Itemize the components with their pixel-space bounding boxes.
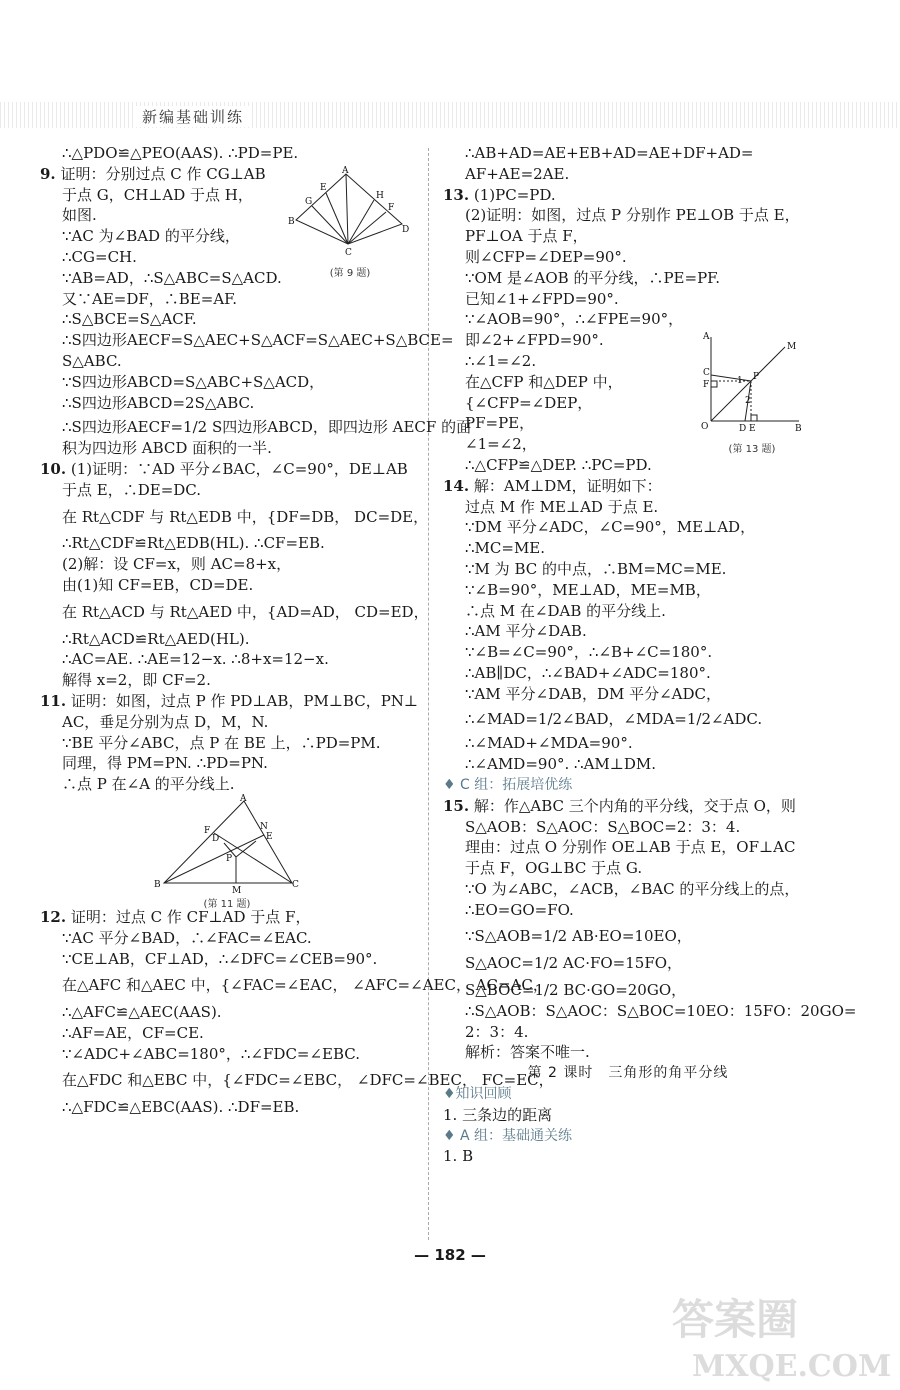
figure-caption: (第 9 题) [329,267,371,279]
watermark-logo [662,1282,892,1384]
diagram-label: B [154,879,161,890]
diagram-label: P [226,853,233,864]
text-line: ∴AM 平分∠DAB. [465,622,587,641]
text-line: 由(1)知 CF=EB，CD=DE. [62,575,254,594]
text-line: 证明：如图，过点 P 作 PD⊥AB，PM⊥BC，PN⊥ [70,691,419,710]
text-line: 在 Rt△CDF 与 Rt△EDB 中，{DF=DB， DC=DE， [62,507,429,526]
text-line: ∵AC 为∠BAD 的平分线， [62,227,240,246]
text-line: S△AOC=1/2 AC·FO=15FO， [465,954,683,973]
diagram-label: M [787,341,797,352]
text-line: ∵CE⊥AB，CF⊥AD，∴∠DFC=∠CEB=90°. [62,949,378,968]
text-line: ∴AB∥DC，∴∠BAD+∠ADC=180°. [465,663,711,682]
question-10 [40,459,429,691]
diagram-label: E [320,182,327,193]
text-line: ∵∠B=∠C=90°，∴∠B+∠C=180°. [465,643,713,662]
text-line: ∴AC=AE. ∴AE=12−x. ∴8+x=12−x. [62,650,329,669]
text-line: 证明：过点 C 作 CF⊥AD 于点 F， [70,907,311,926]
text-line: ∴△PDO≌△PEO(AAS). ∴PD=PE. [62,144,299,162]
text-line: (2)证明：如图，过点 P 分别作 PE⊥OB 于点 E， [465,206,800,225]
diagram-label: C [345,247,352,258]
text-line: ∵S△AOB=1/2 AB·EO=10EO， [465,927,692,946]
text-line: 1. B [443,1147,474,1166]
text-line: 又∵AE=DF，∴BE=AF. [62,289,237,308]
diagram-label: E [749,423,756,434]
text-line: {∠CFP=∠DEP， [465,393,593,412]
figure-q9 [288,165,412,279]
text-line: 解析：答案不唯一. [465,1043,590,1062]
diagram-label: O [701,421,709,432]
diagram-label: P [753,371,760,382]
text-line: ∵BE 平分∠ABC，点 P 在 BE 上，∴PD=PM. [62,733,381,752]
diagram-label: G [305,196,313,207]
diagram-label: A [240,793,247,804]
text-line: 积为四边形 ABCD 面积的一半. [62,439,272,458]
question-number: 11. [40,691,67,710]
text-line: ∵O 为∠ABC，∠ACB，∠BAC 的平分线上的点， [465,879,800,898]
text-line: S△ABC. [62,351,122,370]
text-line: ∴点 M 在∠DAB 的平分线上. [465,601,666,620]
text-line: 1. 三条边的距离 [443,1105,553,1124]
text-line: ∵S四边形ABCD=S△ABC+S△ACD， [62,372,325,391]
text-line: PF=PE， [465,414,535,433]
question-number: 9. [40,164,56,183]
text-line: 在△CFP 和△DEP 中， [465,372,623,391]
text-line: ∴MC=ME. [465,539,546,558]
text-line: (1)证明：∵AD 平分∠BAC，∠C=90°，DE⊥AB [70,459,408,478]
text-line: 解：AM⊥DM，证明如下： [473,476,662,495]
text-line: ∴△AFC≌△AEC(AAS). [62,1003,222,1022]
text-line: 于点 F，OG⊥BC 于点 G. [465,859,643,878]
diagram-label: D [739,423,747,434]
lesson-title: 第 2 课时 三角形的角平分线 [527,1065,729,1082]
text-line: 证明：分别过点 C 作 CG⊥AB [60,164,266,183]
text-line: ∵∠ADC+∠ABC=180°，∴∠FDC=∠EBC. [62,1044,361,1063]
text-line: ∴∠MAD=1/2∠BAD，∠MDA=1/2∠ADC. [465,709,763,728]
text-line: ∵∠B=90°，ME⊥AD，ME=MB， [465,580,711,599]
page-number: — 182 — [414,1246,486,1264]
text-line: 即∠2+∠FPD=90°. [465,331,604,350]
figure-caption: (第 13 题) [728,444,776,456]
diagram-label: F [388,202,395,213]
text-line: ∴△FDC≌△EBC(AAS). ∴DF=EB. [62,1098,300,1117]
figure-q9-diagram [288,165,412,258]
diagram-label: B [288,216,295,227]
question-number: 10. [40,459,67,478]
text-line: ∵AB=AD，∴S△ABC=S△ACD. [62,268,282,287]
text-line: ∴S四边形AECF=S△AEC+S△ACF=S△AEC+S△BCE= [62,331,454,350]
text-line: 过点 M 作 ME⊥AD 于点 E. [465,497,659,516]
text-line: ∵AC 平分∠BAD，∴∠FAC=∠EAC. [62,928,312,947]
question-number: 15. [443,796,470,815]
text-line: ∵DM 平分∠ADC，∠C=90°，ME⊥AD， [465,518,756,537]
text-line: ∵OM 是∠AOB 的平分线，∴PE=PF. [465,268,721,287]
text-line: 解：作△ABC 三个内角的平分线，交于点 O，则 [473,796,796,815]
question-number: 14. [443,476,470,495]
diagram-label: H [376,190,384,201]
svg-text:MXQE.COM: MXQE.COM [692,1349,892,1384]
text-line: ∴AB+AD=AE+EB+AD=AE+DF+AD= [465,144,754,162]
diagram-label: F [204,825,211,836]
text-line: 已知∠1+∠FPD=90°. [465,289,619,308]
diagram-label: C [703,367,710,378]
text-line: ∴△CFP≌△DEP. ∴PC=PD. [465,455,652,474]
diagram-label: A [342,165,349,176]
text-line: 在△AFC 和△AEC 中，{∠FAC=∠EAC， ∠AFC=∠AEC， AC=AC， [62,976,548,995]
diagram-label: B [795,423,802,434]
section-heading-group-a: ♦ A 组：基础通关练 [443,1127,573,1144]
text-line: 于点 G，CH⊥AD 于点 H， [62,185,253,204]
text-line: ∴S△BCE=S△ACF. [62,310,197,329]
diagram-label: 2 [745,395,751,406]
text-line: ∵∠AOB=90°，∴∠FPE=90°， [465,310,684,329]
text-line: (1)PC=PD. [473,185,556,204]
diagram-label: 1 [737,375,743,386]
text-line: ∴S△AOB：S△AOC：S△BOC=10EO：15FO：20GO= [465,1001,857,1020]
text-line: ∴EO=GO=FO. [465,900,574,919]
text-line: 理由：过点 O 分别作 OE⊥AB 于点 E，OF⊥AC [465,838,796,857]
diagram-label: F [703,379,710,390]
text-line: (2)解：设 CF=x，则 AC=8+x， [62,555,292,574]
text-line: 于点 E，∴DE=DC. [62,480,201,499]
text-line: ∴AF=AE，CF=CE. [62,1023,204,1042]
question-14 [443,476,813,775]
text-line: 解得 x=2，即 CF=2. [62,671,211,690]
text-line: ∴∠AMD=90°. ∴AM⊥DM. [465,755,657,774]
text-line: AF+AE=2AE. [465,164,570,183]
text-line: S△AOB：S△AOC：S△BOC=2：3：4. [465,817,741,836]
section-heading-knowledge: ♦知识回顾 [443,1086,512,1103]
text-line: 在 Rt△ACD 与 Rt△AED 中，{AD=AD， CD=ED， [62,602,429,621]
text-line: ∴Rt△CDF≌Rt△EDB(HL). ∴CF=EB. [62,534,325,553]
text-line: ∠1=∠2， [465,435,537,454]
question-11 [40,691,419,910]
figure-q13 [699,331,805,456]
header-title: 新编基础训练 [136,106,250,127]
text-line: ∴点 P 在∠A 的平分线上. [62,775,235,794]
text-line: ∵M 为 BC 的中点，∴BM=MC=ME. [465,559,727,578]
diagram-label: E [266,831,273,842]
question-15 [443,796,857,1064]
text-line: ∴CG=CH. [62,247,137,266]
question-number: 12. [40,907,67,926]
figure-q11 [152,793,302,910]
right-column [443,143,857,1167]
text-line: ∵AM 平分∠DAB，DM 平分∠ADC， [465,684,722,703]
diagram-label: M [232,885,242,896]
text-line: AC，垂足分别为点 D，M，N. [62,712,269,731]
diagram-label: D [212,833,220,844]
diagram-label: C [292,879,299,890]
text-line: 在△FDC 和△EBC 中，{∠FDC=∠EBC， ∠DFC=∠BEC， FC=EC， [62,1071,554,1090]
text-line: PF⊥OA 于点 F， [465,227,588,246]
text-line: 2：3：4. [465,1022,529,1041]
text-line: ∴S四边形ABCD=2S△ABC. [62,393,255,412]
diagram-label: A [703,331,710,342]
text-line: ∴Rt△ACD≌Rt△AED(HL). [62,629,250,648]
diagram-label: N [260,821,268,832]
figure-caption: (第 11 题) [203,898,251,910]
text-line: 则∠CFP=∠DEP=90°. [465,247,627,266]
diagram-label: D [402,224,410,235]
text-line: 如图. [62,206,97,225]
svg-text:答案圈: 答案圈 [672,1295,799,1344]
text-line: ∴∠1=∠2. [465,351,537,370]
question-number: 13. [443,185,470,204]
text-line: ∴∠MAD+∠MDA=90°. [465,734,633,753]
text-line: 同理，得 PM=PN. ∴PD=PN. [62,754,268,773]
figure-q11-diagram [152,793,302,896]
question-13 [443,185,813,476]
figure-q13-diagram [699,331,805,435]
text-line: ∴S四边形AECF=1/2 S四边形ABCD，即四边形 AECF 的面 [62,418,472,437]
text-line: S△BOC=1/2 BC·GO=20GO， [465,981,687,1000]
header-band [0,102,900,128]
section-heading-group-c: ♦ C 组：拓展培优练 [443,776,573,793]
